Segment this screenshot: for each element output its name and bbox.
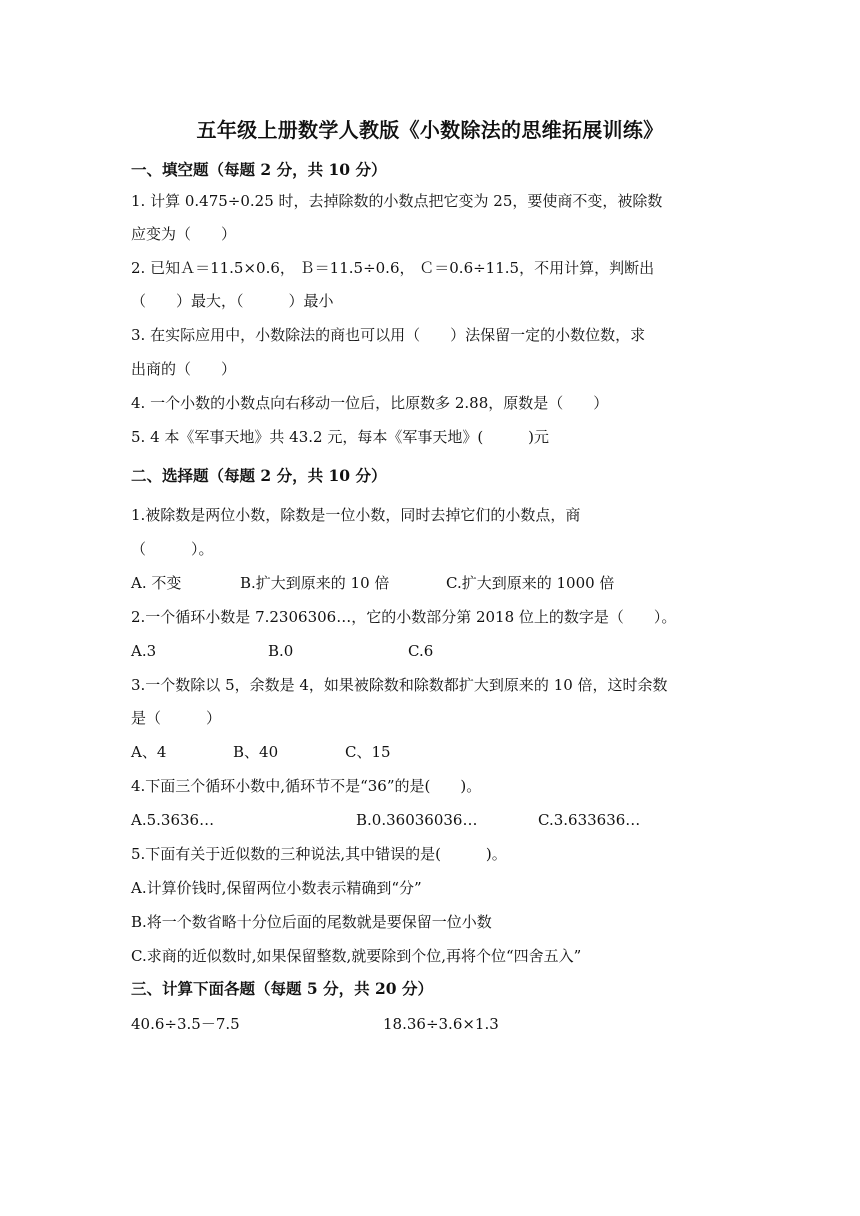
choice-q2: 2.一个循环小数是 7.2306306…，它的小数部分第 2018 位上的数字是（ ）。 [131, 608, 677, 626]
section1-heading: 一、填空题（每题 2 分，共 10 分） [131, 160, 387, 179]
fill-q4: 4. 一个小数的小数点向右移动一位后，比原数多 2.88，原数是（ ） [131, 394, 609, 412]
choice-q1-option-c: C.扩大到原来的 1000 倍 [446, 574, 615, 592]
fill-q3-line2: 出商的（ ） [131, 360, 237, 378]
choice-q5-option-b: B.将一个数省略十分位后面的尾数就是要保留一位小数 [131, 913, 492, 931]
section3-heading: 三、计算下面各题（每题 5 分，共 20 分） [131, 979, 433, 998]
choice-q3-option-a: A、4 [131, 743, 167, 761]
choice-q5: 5.下面有关于近似数的三种说法,其中错误的是( )。 [131, 845, 507, 863]
choice-q3-option-c: C、15 [345, 743, 391, 761]
page-title: 五年级上册数学人教版《小数除法的思维拓展训练》 [196, 118, 664, 142]
choice-q1-line2: （ ）。 [131, 540, 214, 558]
fill-q1-line1: 1. 计算 0.475÷0.25 时，去掉除数的小数点把它变为 25，要使商不变，被除数 [131, 192, 663, 210]
choice-q4-option-c: C.3.633636… [538, 811, 641, 829]
fill-q1-line2: 应变为（ ） [131, 225, 237, 243]
choice-q5-option-a: A.计算价钱时,保留两位小数表示精确到“分” [131, 879, 422, 897]
fill-q5: 5. 4 本《军事天地》共 43.2 元，每本《军事天地》( )元 [131, 428, 550, 446]
choice-q3-line1: 3.一个数除以 5，余数是 4，如果被除数和除数都扩大到原来的 10 倍，这时余数 [131, 676, 668, 694]
choice-q5-option-c: C.求商的近似数时,如果保留整数,就要除到个位,再将个位“四舍五入” [131, 947, 582, 965]
choice-q2-option-b: B.0 [268, 642, 294, 660]
calc-expression-2: 18.36÷3.6×1.3 [383, 1015, 499, 1033]
fill-q2-line2: （ ）最大，（ ）最小 [131, 292, 334, 310]
choice-q4-option-a: A.5.3636… [131, 811, 215, 829]
choice-q4: 4.下面三个循环小数中,循环节不是“36”的是( )。 [131, 777, 482, 795]
fill-q2-line1: 2. 已知Ａ＝11.5×0.6， Ｂ＝11.5÷0.6， Ｃ＝0.6÷11.5，不用计算，判断出 [131, 259, 655, 277]
choice-q1-line1: 1.被除数是两位小数，除数是一位小数，同时去掉它们的小数点，商 [131, 506, 581, 524]
choice-q4-option-b: B.0.36036036… [356, 811, 478, 829]
choice-q3-option-b: B、40 [233, 743, 279, 761]
fill-q3-line1: 3. 在实际应用中，小数除法的商也可以用（ ）法保留一定的小数位数，求 [131, 326, 646, 344]
choice-q1-option-b: B.扩大到原来的 10 倍 [240, 574, 390, 592]
choice-q3-line2: 是（ ） [131, 709, 222, 727]
choice-q2-option-a: A.3 [131, 642, 157, 660]
choice-q1-option-a: A. 不变 [131, 574, 182, 592]
section2-heading: 二、选择题（每题 2 分，共 10 分） [131, 466, 387, 485]
choice-q2-option-c: C.6 [408, 642, 434, 660]
calc-expression-1: 40.6÷3.5－7.5 [131, 1015, 240, 1033]
